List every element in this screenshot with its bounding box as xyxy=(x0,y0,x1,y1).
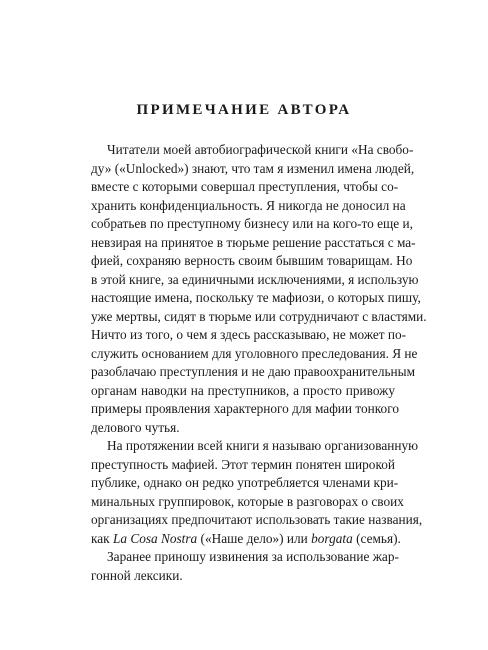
text-segment: ду» («Unlocked») знают, что там я изменил имена людей, xyxy=(91,160,415,176)
text-line xyxy=(91,271,419,290)
text-line xyxy=(91,345,418,364)
text-segment: («Наше дело») или xyxy=(197,530,312,546)
text-line xyxy=(91,419,395,438)
paragraph xyxy=(91,437,423,548)
text-segment: примеры проявления характерного для мафии тонкого xyxy=(91,401,399,416)
text-segment: Читатели моей автобиографической книги «На свобо- xyxy=(107,142,414,157)
text-segment: На протяжении всей книги я называю организованную xyxy=(107,438,419,453)
body-text xyxy=(91,141,427,585)
text-segment: гонной лексики. xyxy=(91,567,183,583)
text-line xyxy=(91,308,427,327)
text-line xyxy=(91,215,413,234)
text-segment: разоблачаю преступления и не даю правоохранительным xyxy=(91,364,416,379)
text-line xyxy=(91,234,416,253)
text-line xyxy=(91,511,423,530)
page-title: ПРИМЕЧАНИЕ АВТОРА xyxy=(136,102,352,118)
text-line xyxy=(91,382,395,401)
text-line xyxy=(91,530,401,549)
text-line xyxy=(91,178,399,197)
text-segment: уже мертвы, сидят в тюрьме или сотрудничают с властями. xyxy=(91,308,427,324)
paragraph xyxy=(91,141,427,437)
italic-term: borgata xyxy=(311,530,353,546)
text-segment: собратьев по преступному бизнесу или на кого-то еще и, xyxy=(91,216,413,231)
text-segment: преступность мафией. Этот термин понятен широкой xyxy=(91,456,395,472)
text-segment: вместе с которыми совершал преступления, чтобы со- xyxy=(91,179,399,194)
text-segment: Заранее приношу извинения за использование жар- xyxy=(107,549,399,564)
text-segment: организациях предпочитают использовать такие названия, xyxy=(91,512,423,527)
text-segment: (семья). xyxy=(352,530,401,546)
text-segment: фией, сохраняю верность своим бывшим товарищам. Но xyxy=(91,253,413,268)
text-line xyxy=(91,326,407,345)
text-line xyxy=(91,437,419,456)
text-line xyxy=(91,160,415,179)
text-segment: невзирая на принятое в тюрьме решение расстаться с ма- xyxy=(91,234,416,250)
text-segment: органам наводки на преступников, а просто привожу xyxy=(91,382,395,398)
text-line xyxy=(91,400,399,419)
text-line xyxy=(91,474,399,493)
text-line xyxy=(91,363,416,382)
text-line xyxy=(91,141,414,160)
text-line xyxy=(91,289,421,308)
text-segment: Ничто из того, о чем я здесь рассказываю, не может по- xyxy=(91,327,407,342)
text-segment: служить основанием для уголовного преследования. Я не xyxy=(91,345,418,361)
text-segment: в этой книге, за единичными исключениями, я использую xyxy=(91,271,419,287)
text-segment: как xyxy=(91,530,113,546)
text-segment: минальных группировок, которые в разговорах о своих xyxy=(91,493,404,509)
text-line xyxy=(91,456,395,475)
text-segment: делового чутья. xyxy=(91,419,180,435)
text-line xyxy=(91,548,399,567)
paragraph xyxy=(91,548,399,585)
text-line xyxy=(91,567,395,586)
text-line xyxy=(91,197,406,216)
italic-term: La Cosa Nostra xyxy=(112,530,198,546)
text-segment: хранить конфиденциальность. Я никогда не доносил на xyxy=(91,197,406,213)
text-line xyxy=(91,252,413,271)
text-segment: настоящие имена, поскольку те мафиози, о которых пишу, xyxy=(91,290,421,305)
text-segment: публике, однако он редко употребляется членами кри- xyxy=(91,475,399,490)
text-line xyxy=(91,493,404,512)
